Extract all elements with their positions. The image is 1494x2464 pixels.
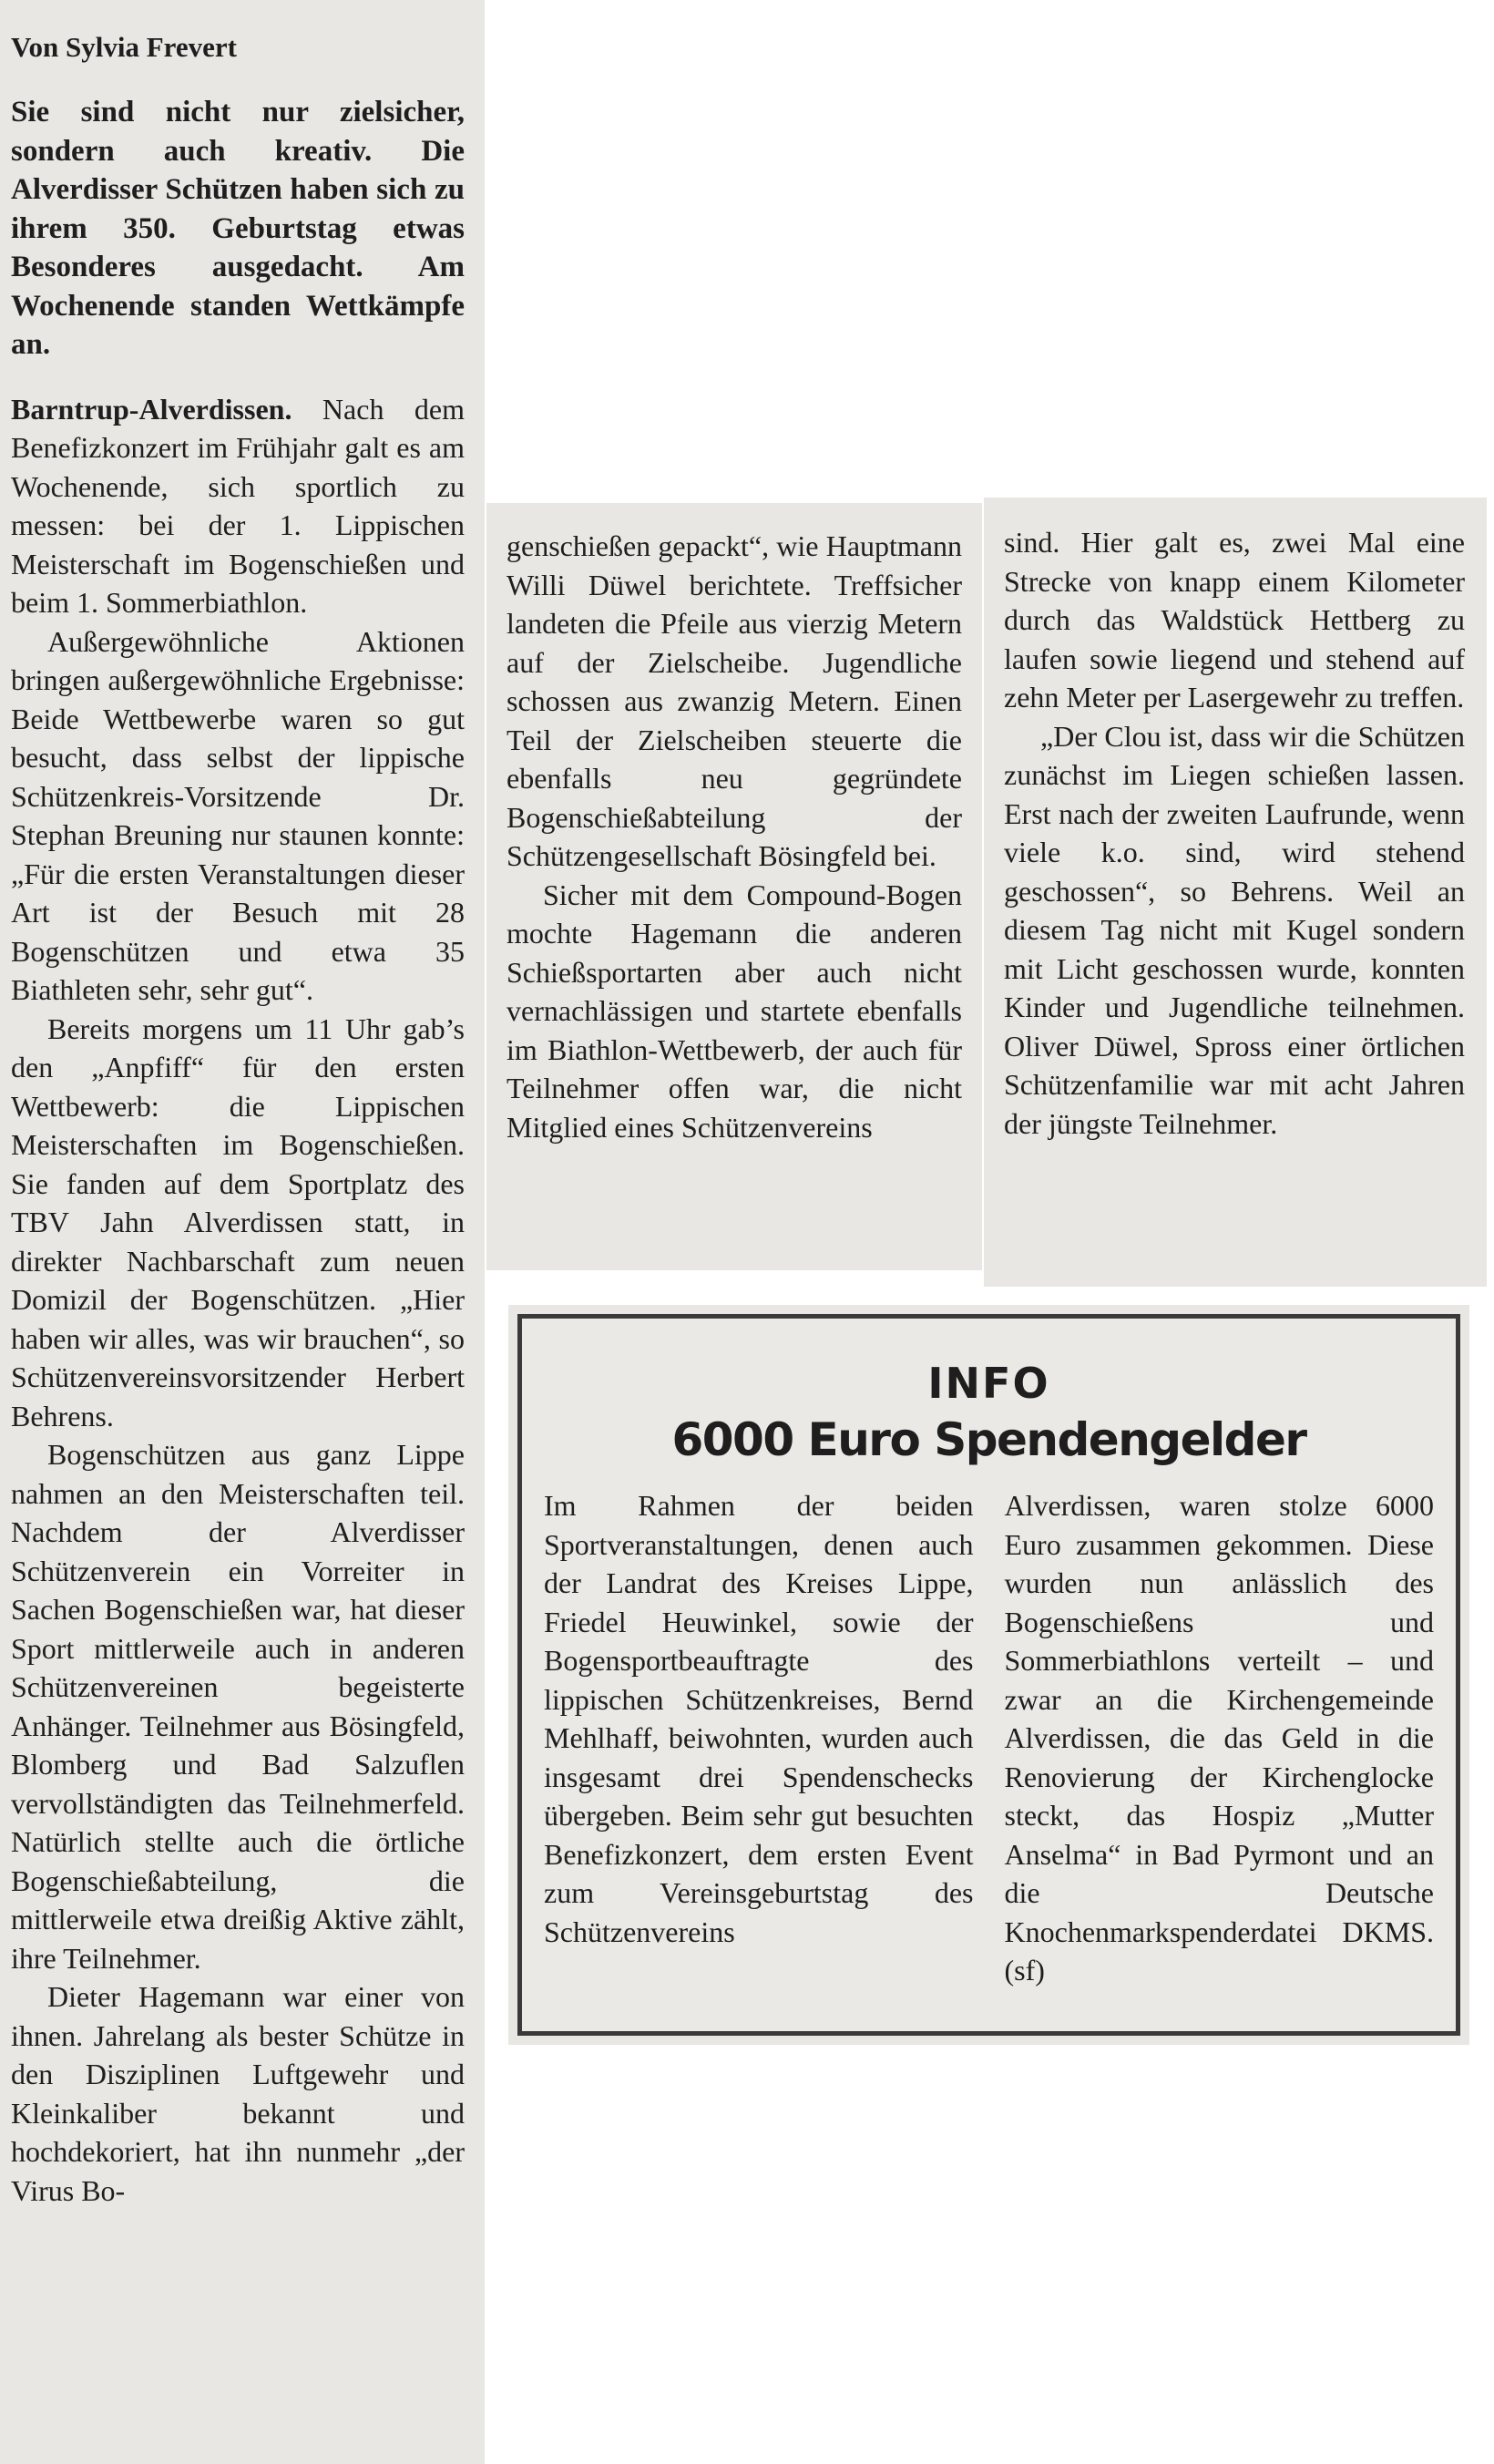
dateline: Barntrup-Alverdissen.	[11, 392, 292, 426]
article-column-right	[984, 498, 1487, 1287]
article-lead: Sie sind nicht nur zielsicher, sondern auch kreativ. Die Alverdisser Schützen haben sich zu ihrem 350. Geburtstag etwas Besonderes ausgedacht. Am Wochenende standen Wettkämpfe an.	[11, 96, 465, 361]
paragraph-1-text: Nach dem Benefizkonzert im Frühjahr galt es am Wochenende, sich sportlich zu messen: bei der 1. Lippischen Meisterschaft im Bogenschießen und beim 1. Sommerbiathlon.	[11, 392, 465, 619]
info-box-frame	[517, 1314, 1460, 2036]
paragraph-right-1: sind. Hier galt es, zwei Mal eine Strecke von knapp einem Kilometer durch das Waldstück Hettberg zu laufen sowie liegend und stehend auf zehn Meter per Lasergewehr zu treffen.	[1004, 526, 1465, 714]
info-box	[508, 1305, 1469, 2045]
info-columns	[544, 1486, 1434, 1990]
info-kicker: INFO	[927, 1359, 1050, 1408]
article-column-left	[0, 0, 485, 2464]
paragraph-mid-2: Sicher mit dem Compound-Bogen mochte Hagemann die anderen Schießsportarten aber auch nicht vernachlässigen und startete ebenfalls im Biathlon-Wettbewerb, der auch für Teilnehmer offen war, die nicht Mitglied eines Schützenvereins	[507, 878, 962, 1144]
paragraph-1	[11, 390, 465, 622]
article-body-right	[1004, 523, 1465, 1143]
byline: Von Sylvia Frevert	[11, 31, 237, 63]
paragraph-4: Bogenschützen aus ganz Lippe nahmen an den Meisterschaften teil. Nachdem der Alverdisser Schützenverein ein Vorreiter in Sachen Bogenschießen war, hat dieser Sport mittlerweile auch in anderen Schützenvereinen begeisterte Anhänger. Teilnehmer aus Bösingfeld, Blomberg und Bad Salzuflen vervollständigten das Teilnehmerfeld. Natürlich stellte auch die örtliche Bogenschießabteilung, die mittlerweile etwa dreißig Aktive zählt, ihre Teilnehmer.	[11, 1438, 465, 1975]
article-column-middle	[486, 503, 982, 1270]
paragraph-3: Bereits morgens um 11 Uhr gab’s den „Anpfiff“ für den ersten Wettbewerb: die Lippischen Meisterschaften im Bogenschießen. Sie fanden auf dem Sportplatz des TBV Jahn Alverdissen statt, in direkter Nachbarschaft zum neuen Domizil der Bogenschützen. „Hier haben wir alles, was wir brauchen“, so Schützenvereinsvorsitzender Herbert Behrens.	[11, 1011, 465, 1432]
info-headline: 6000 Euro Spendengelder	[671, 1413, 1306, 1466]
article-body-middle	[507, 527, 962, 1146]
paragraph-2: Außergewöhnliche Aktionen bringen außergewöhnliche Ergebnisse: Beide Wettbewerbe waren so gut besucht, dass selbst der lippische Schützenkreis-Vorsitzende Dr. Stephan Breuning nur staunen konnte: „Für die ersten Veranstaltungen dieser Art ist der Besuch mit 28 Bogenschützen und etwa 35 Biathleten sehr, sehr gut“.	[11, 624, 465, 1006]
article-body-left	[11, 390, 465, 2211]
paragraph-5: Dieter Hagemann war einer von ihnen. Jahrelang als bester Schütze in den Disziplinen Luftgewehr und Kleinkaliber bekannt und hochdekoriert, hat ihn nunmehr „der Virus Bo-	[11, 1980, 465, 2207]
info-column-1: Im Rahmen der beiden Sportveranstaltungen, denen auch der Landrat des Kreises Lippe, Friedel Heuwinkel, sowie der Bogensportbeauftragte des lippischen Schützenkreises, Bernd Mehlhaff, beiwohnten, wurden auch insgesamt drei Spendenschecks übergeben. Beim sehr gut besuchten Benefizkonzert, dem ersten Event zum Vereinsgeburtstag des Schützenvereins	[544, 1489, 974, 1948]
paragraph-right-2: „Der Clou ist, dass wir die Schützen zunächst im Liegen schießen lassen. Erst nach der zweiten Laufrunde, wenn viele k.o. sind, wird stehend geschossen“, so Behrens. Weil an diesem Tag nicht mit Kugel sondern mit Licht geschossen wurde, konnten Kinder und Jugendliche teilnehmen. Oliver Düwel, Spross einer örtlichen Schützenfamilie war mit acht Jahren der jüngste Teilnehmer.	[1004, 719, 1465, 1140]
info-column-2: Alverdissen, waren stolze 6000 Euro zusammen gekommen. Diese wurden nun anlässlich des Bogenschießens und Sommerbiathlons verteilt – und zwar an die Kirchengemeinde Alverdissen, die das Geld in die Renovierung der Kirchenglocke steckt, das Hospiz „Mutter Anselma“ in Bad Pyrmont und an die Deutsche Knochenmarkspenderdatei DKMS. (sf)	[1004, 1489, 1434, 1987]
paragraph-mid-1: genschießen gepackt“, wie Hauptmann Willi Düwel berichtete. Treffsicher landeten die Pfeile aus vierzig Metern auf der Zielscheibe. Jugendliche schossen aus zwanzig Metern. Einen Teil der Zielscheiben steuerte die ebenfalls neu gegründete Bogenschießabteilung der Schützengesellschaft Bösingfeld bei.	[507, 529, 962, 872]
